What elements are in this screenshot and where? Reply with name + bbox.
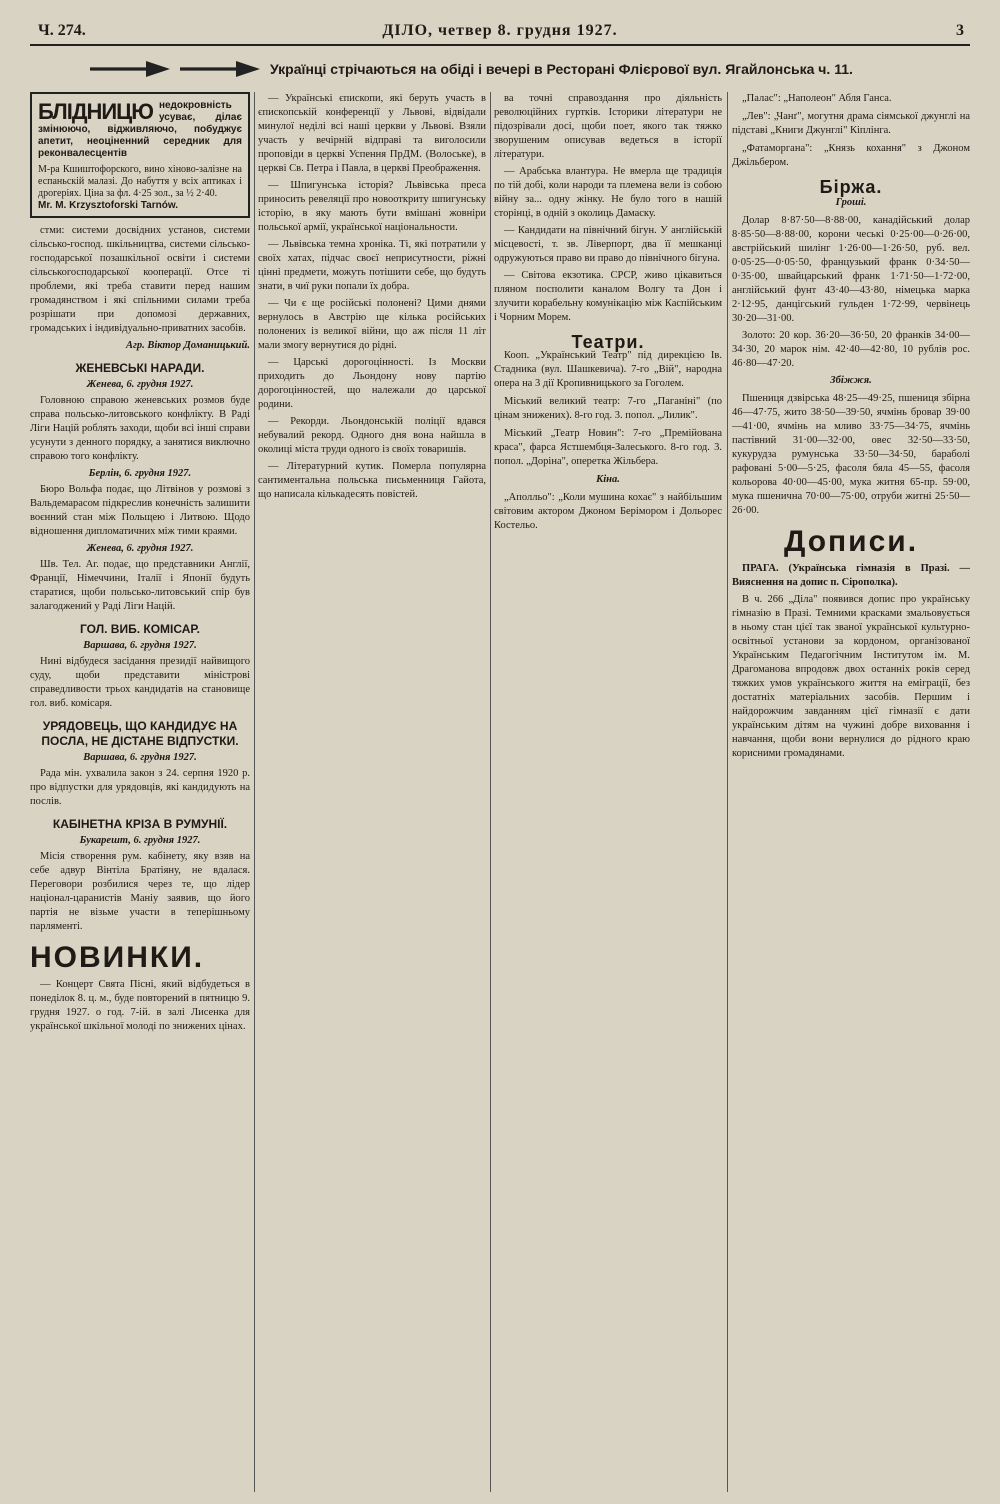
cinema-listing: „Фатаморгана": „Князь кохання" з Джоном Джільбером. <box>732 143 970 168</box>
ad-title: БЛІДНИЦЮ <box>38 99 153 124</box>
article-paragraph: — Львівська темна хроніка. Ті, які потратили у своїх хатах, підчас своєї неприсутности, ріжні цінні предмети, можуть потішити себе, що будуть знати, в чиї руки попали їх добра. <box>258 239 486 292</box>
issue-number: Ч. 274. <box>38 22 86 39</box>
theaters-title: Театри. <box>571 332 645 352</box>
ad-text: М-ра Кшиштофорского, вино хіново-залізне на еспаньскій малазі. До набуття у всіх аптиках і дрогеріях. Ціна за фл. 4·25 зол., за ½ 2·40. <box>38 164 242 199</box>
column-divider <box>254 92 255 1492</box>
article-paragraph: — Чи є ще російські полонені? Цими днями вернулось в Австрію ще кілька російських полонених із великої війни, що аж після 11 літ мали змогу вернутися до рідні. <box>258 298 486 351</box>
article-paragraph: — Літературний кутик. Померла популярна сантиментальна польська письменниця Гайота, що написала кількадесять повістей. <box>258 461 486 500</box>
column-4 <box>732 92 970 1492</box>
cinema-listing: „Аполльо": „Коли мушина кохає" з найбільшим світовим актором Джоном Берімором і Дольорес Костельо. <box>494 492 722 531</box>
column-2 <box>258 92 486 1492</box>
cinema-listing: „Палас": „Наполеон" Абля Ганса. <box>742 93 892 104</box>
pointing-hand-icon <box>90 61 170 77</box>
article-paragraph: — Кандидати на північний бігун. У англійській місцевості, т. зв. Ліверпорт, два її мешканці одружуються право ви право до північного бігуна. <box>494 225 722 264</box>
newspaper-title: ДІЛО, четвер 8. грудня 1927. <box>382 22 618 39</box>
headline: УРЯДОВЕЦЬ, ЩО КАНДИДУЄ НА ПОСЛА, НЕ ДІСТАНЕ ВІДПУСТКИ. <box>41 719 239 748</box>
article-paragraph: Бюро Вольфа подає, що Літвінов у розмові з Вальдемарасом підкреслив конечність залишити воєнний стан між Польщею і Литвою. Щодо відношення дипломатичних між тими краями. <box>30 484 250 537</box>
theater-listing: Кооп. „Український Театр" під дирекцією Ів. Стадника (вул. Шашкевича). 7-го „Вій", народна опера на 3 дії Кропивницького за Гоголем. <box>494 350 722 389</box>
article-paragraph: — Шпигунська історія? Львівська преса приносить ревеляції про новооткриту шпигунську історію, в яку мають бути вмішані жовніри польської армії, української національности. <box>258 180 486 233</box>
banner-text: Українці стрічаються на обіді і вечері в Ресторані Флієрової вул. Ягайлонська ч. 11. <box>270 61 853 77</box>
article-paragraph: — Світова екзотика. СРСР, живо цікавиться пляном посполити каналом Волгу та Дон і злучити корабельну комунікацію між Каспійським і Чорним Морем. <box>494 270 722 323</box>
grain-subtitle: Збіжжя. <box>830 375 872 386</box>
letter-lead: ПРАГА. (Українська гімназія в Празі. — Вияснення на допис п. Сірополка). <box>732 563 970 588</box>
cinema-title: Кіна. <box>596 474 620 485</box>
dateline: Варшава, 6. грудня 1927. <box>83 640 197 651</box>
article-paragraph: Рада мін. ухвалила закон з 24. серпня 1920 р. про відпустки для урядовців, які кандидують на послів. <box>30 768 250 807</box>
dateline: Женева, 6. грудня 1927. <box>86 543 194 554</box>
article-paragraph: — Арабська влантура. Не вмерла ще традиція по тій добі, коли народи та племена вели із собою війну за... одну жінку. Не було того в нашій сторінці, в одній з околиць Дамаску. <box>494 166 722 219</box>
article-paragraph: Головною справою женевських розмов буде справа польсько-литовського конфлікту. В Раді Ліги Націй роблять заходи, щоби всі інші справи усунути з денного порядку, а занятися виключно справою того конфлікту. <box>30 395 250 462</box>
article-paragraph: ва точні справоздання про діяльність революційних гуртків. Історики літератури не підозрівали досі, щоби поет, якого так тяжко зворушеним описував ведеться в історії літератури. <box>494 93 722 160</box>
article-paragraph: — Українські єпископи, які беруть участь в єпископській конференції у Львові, відвідали минулої неділі всі наші церкви у Львові. Взяли участь у вечірній відправі та виголосили проповіди в церкві Успення ПрДМ. (Волоське), в церкві Св. Петра і Павла, в церкві Преображення. <box>258 93 486 174</box>
pharmacy-ad <box>30 92 250 218</box>
pointing-hand-icon <box>180 61 260 77</box>
column-1 <box>30 92 250 1492</box>
theater-listing: Міський великий театр: 7-го „Паганіні" (по цінам знижених). 8-го год. 3. попол. „Лилик". <box>494 396 722 421</box>
ad-brand: Mr. M. Krzysztoforski Tarnów. <box>38 200 179 211</box>
article-paragraph: — Царські дорогоцінності. Із Москви приходить до Льондону нову партію дорогоцінностей, що належали до царської родини. <box>258 357 486 410</box>
masthead <box>30 22 970 46</box>
dateline: Берлін, 6. грудня 1927. <box>88 468 192 479</box>
exchange-title: Біржа. <box>819 177 883 197</box>
theater-listing: Міський „Театр Новин": 7-го „Премійована краса", фарса Ястшембця-Залеського. 8-го год. 3. попол. „Доріна", оперетка Жільбера. <box>494 428 722 467</box>
article-paragraph: Шв. Тел. Аг. подає, що представники Англії, Франції, Німеччини, Італії і Японії будуть старатися, щоби польсько-литовський спір був залагоджений у Раді Ліги Націй. <box>30 559 250 612</box>
cinema-listing: „Лев": „Чанґ", могутня драма сіямської джунглі на підставі „Книги Джунглі" Кіплінга. <box>732 111 970 136</box>
headline: КАБІНЕТНА КРІЗА В РУМУНІЇ. <box>52 817 228 831</box>
ad-body: недокровність усуває, ділає змінюючо, відживляючо, побуджує апетит, неоціненний середник для реконвалесцентів <box>38 100 242 159</box>
dateline: Варшава, 6. грудня 1927. <box>83 752 197 763</box>
dateline: Женева, 6. грудня 1927. <box>86 379 194 390</box>
grain-prices: Пшениця дзвірська 48·25—49·25, пшениця збірна 46—47·75, жито 38·50—39·50, ячмінь бровар 39·00—41·00, ячмінь на мливо 33·75—34·75, ячмінь пастівний 31·00—32·00, овес 32·50—33·50, кукурудза румунська 33·50—34·50, бараболі рафовані 5·00—5·25, фасоля бяла 45—55, фасоля кольорова 40·00—45·00, мука житня 65-пр. 59·00, мука пшенична 70·00—75·00, отруби житні 25·50—26·00. <box>732 393 970 516</box>
money-subtitle: Гроші. <box>835 197 867 208</box>
article-paragraph: В ч. 266 „Діла" появився допис про українську гімназію в Празі. Темними красками змальовується в ньому стан цієї так званої української культурно-освітньої установи за кордоном, організованої Українським Педагогічним Інститутом ім. М. Драгоманова впродовж двох останніх років серед тяжких умов українського життя на еміграції, без достатніх матеріальних засобів. Першим і найдорожчим завданням цієї гімназії є дати українським дітям на чужині добре виховання і навчання, щоби вони вернулися до рідного краю корисними громадянами. <box>732 594 970 759</box>
news-section-title: НОВИНКИ. <box>30 941 205 974</box>
page-number: 3 <box>956 22 964 39</box>
headline: ЖЕНЕВСЬКІ НАРАДИ. <box>75 361 205 375</box>
article-paragraph: Місія створення рум. кабінету, яку взяв на себе адвур Вінтіла Братіяну, не вдалася. Переговори розбилися через те, що лідер націонал-царанистів Маніу заявив, що його партія не візьме участи в теперішньому парляменті. <box>30 851 250 932</box>
article-paragraph: Нині відбудеся засідання президії найвищого суду, щоби представити міністрові справедливости трьох кандидатів на становище гол. виб. комісаря. <box>30 656 250 709</box>
article-signature: Агр. Віктор Доманицький. <box>125 340 250 351</box>
article-paragraph: — Концерт Свята Пісні, який відбудеться в понеділок 8. ц. м., буде повторений в пятницю 9. грудня 1927. о год. 7-ій. в залі Лисенка для української шкільної молоді по знижених цінах. <box>30 979 250 1032</box>
article-paragraph: — Рекорди. Льондонській поліції вдався небувалий рекорд. Одного дня вона найшла в околиці міста труди одного із своїх товаришів. <box>258 416 486 455</box>
column-divider <box>727 92 728 1492</box>
column-divider <box>490 92 491 1492</box>
column-3 <box>494 92 722 1492</box>
headline: ГОЛ. ВИБ. КОМІСАР. <box>80 622 200 636</box>
dateline: Букарешт, 6. грудня 1927. <box>79 835 201 846</box>
restaurant-banner <box>90 55 890 83</box>
gold-rates: Золото: 20 кор. 36·20—36·50, 20 франків 34·00—34·30, 20 марок нім. 42·40—42·80, 10 рублів рос. 46·80—47·20. <box>732 330 970 369</box>
exchange-rates: Долар 8·87·50—8·88·00, канадійський долар 8·85·50—8·88·00, корони чеські 0·25·00—0·26·00, австрійський шилінг 1·26·00—1·26·50, руб. вел. 0·05·25—0·05·50, французький франк 0·34·50—0·35·00, швайцарський франк 1·71·50—1·72·00, англійський фунт 43·40—43·80, німецька марка 2·12·95, данцігський гульден 1·72·99, червінець 30·20—31·00. <box>732 215 970 324</box>
letters-section-title: Дописи. <box>783 525 919 558</box>
article-paragraph: стми: системи досвідних установ, системи сільсько-господ. шкільництва, системи сільсько-господарської позашкільної освіти і системи сільськогосподарської кооперації. Отсе ті проблеми, які треба ставити перед нашим громадянством і які спільними силами треба розрішати при допомозі державних, громадських і індивідуально-приватних засобів. <box>30 225 250 334</box>
